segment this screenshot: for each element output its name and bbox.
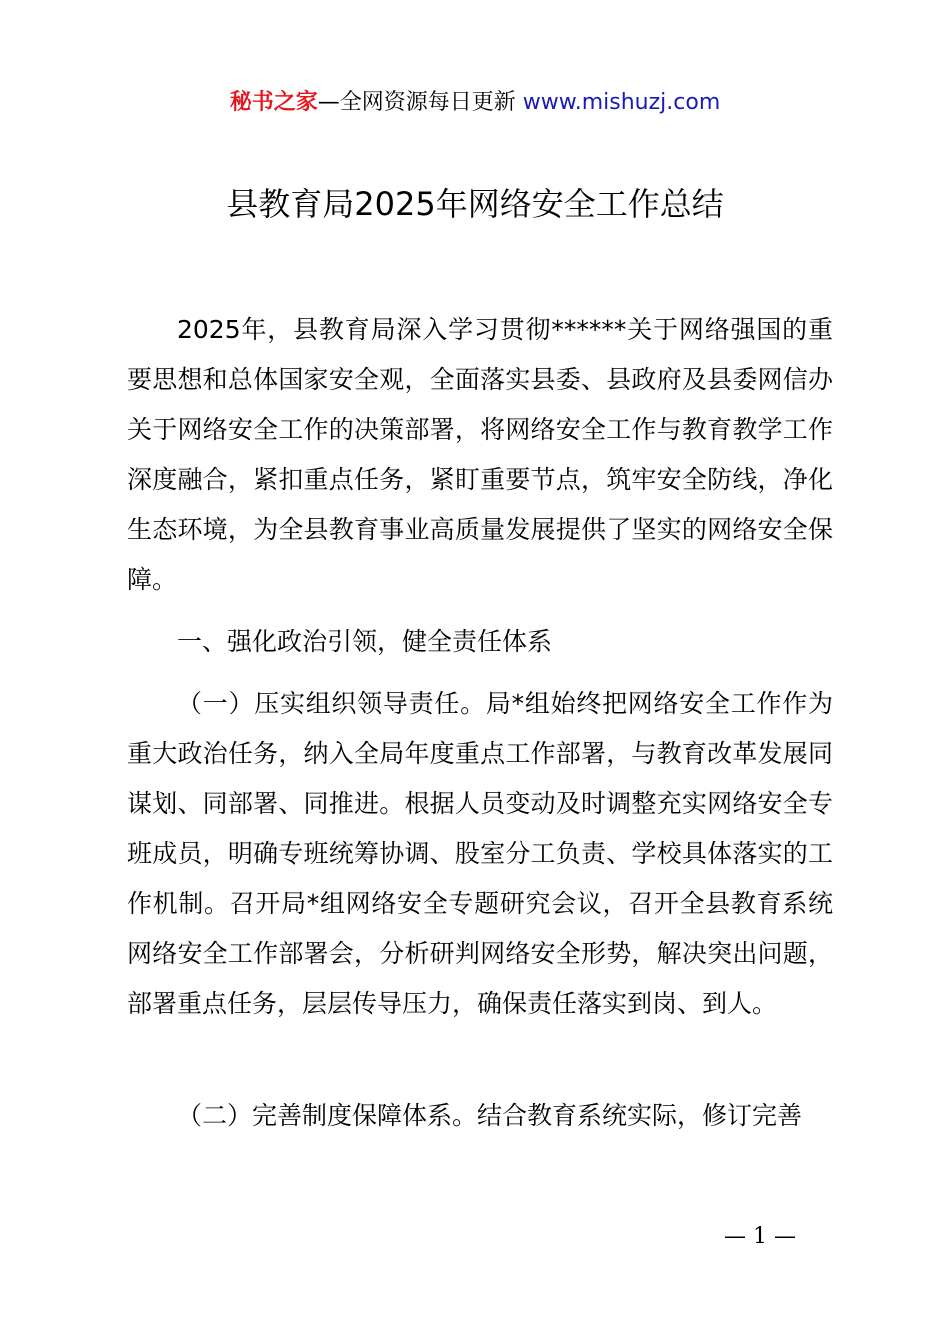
section-heading-1: 一、强化政治引领，健全责任体系 (177, 627, 553, 656)
section1-item2-paragraph: （二）完善制度保障体系。结合教育系统实际，修订完善 (177, 1101, 803, 1130)
header-banner (0, 88, 950, 118)
site-url-link[interactable]: www.mishuzj.com (522, 90, 721, 115)
page-number: — 1 — (724, 1224, 796, 1249)
header-tagline: —全网资源每日更新 (317, 90, 523, 115)
document-title: 县教育局2025年网络安全工作总结 (226, 185, 724, 223)
brand-name[interactable]: 秘书之家 (229, 90, 318, 115)
intro-paragraph: 2025年，县教育局深入学习贯彻******关于网络强国的重要思想和总体国家安全观，全面落实县委、县政府及县委网信办关于网络安全工作的决策部署，将网络安全工作与教育教学工作深度融合，紧扣重点任务，紧盯重要节点，筑牢安全防线，净化生态环境，为全县教育事业高质量发展提供了坚实的网络安全保障。 (127, 315, 833, 594)
section1-item1-paragraph: （一）压实组织领导责任。局*组始终把网络安全工作作为重大政治任务，纳入全局年度重点工作部署，与教育改革发展同谋划、同部署、同推进。根据人员变动及时调整充实网络安全专班成员，明确专班统筹协调、股室分工负责、学校具体落实的工作机制。召开局*组网络安全专题研究会议，召开全县教育系统网络安全工作部署会，分析研判网络安全形势，解决突出问题，部署重点任务，层层传导压力，确保责任落实到岗、到人。 (127, 689, 833, 1018)
